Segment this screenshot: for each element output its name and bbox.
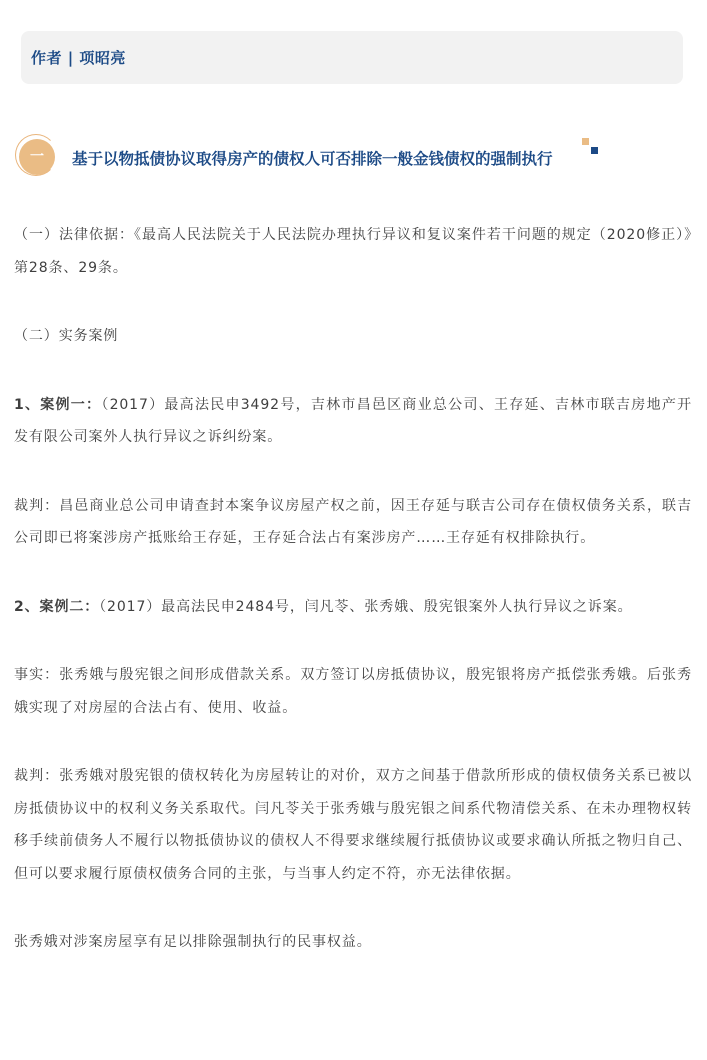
article-body <box>14 219 692 959</box>
paragraph-case-one-ruling: 裁判：昌邑商业总公司申请查封本案争议房屋产权之前，因王存延与联吉公司存在债权债务关系，联吉公司即已将案涉房产抵账给王存延，王存延合法占有案涉房产……王存延有权排除执行。 <box>14 497 692 546</box>
decor-square-icon <box>582 138 589 145</box>
case-one-label: 1、案例一： <box>14 396 102 413</box>
author-box <box>21 31 683 84</box>
paragraph-case-two-facts: 事实：张秀娥与殷宪银之间形成借款关系。双方签订以房抵债协议，殷宪银将房产抵偿张秀娥。后张秀娥实现了对房屋的合法占有、使用、收益。 <box>14 667 692 716</box>
paragraph-conclusion: 张秀娥对涉案房屋享有足以排除强制执行的民事权益。 <box>14 934 372 950</box>
paragraph-case-two <box>14 591 692 624</box>
section-heading <box>14 134 694 184</box>
paragraph-legal-basis: （一）法律依据：《最高人民法院关于人民法院办理执行异议和复议案件若干问题的规定（2020修正）》第28条、29条。 <box>14 227 692 276</box>
case-one-text: （2017）最高法民申3492号，吉林市昌邑区商业总公司、王存延、吉林市联吉房地产开发有限公司案外人执行异议之诉纠纷案。 <box>14 396 692 445</box>
paragraph-case-two-ruling: 裁判：张秀娥对殷宪银的债权转化为房屋转让的对价，双方之间基于借款所形成的债权债务关系已被以房抵债协议中的权利义务关系取代。闫凡苓关于张秀娥与殷宪银之间系代物清偿关系、在未办理物权转移手续前债务人不履行以物抵债协议的债权人不得要求继续履行抵债协议或要求确认所抵之物归自己、但可以要求履行原债权债务合同的主张，与当事人约定不符，亦无法律依据。 <box>14 768 692 882</box>
case-two-text: （2017）最高法民申2484号，闫凡苓、张秀娥、殷宪银案外人执行异议之诉案。 <box>99 598 633 615</box>
decor-square-icon <box>591 147 598 154</box>
section-title: 基于以物抵债协议取得房产的债权人可否排除一般金钱债权的强制执行 <box>72 150 553 168</box>
section-number-badge: 一 <box>19 139 55 175</box>
paragraph-case-one <box>14 389 692 454</box>
author-label: 作者 | 项昭亮 <box>31 49 126 67</box>
case-two-label: 2、案例二： <box>14 598 100 615</box>
paragraph-cases-heading: （二）实务案例 <box>14 328 119 344</box>
